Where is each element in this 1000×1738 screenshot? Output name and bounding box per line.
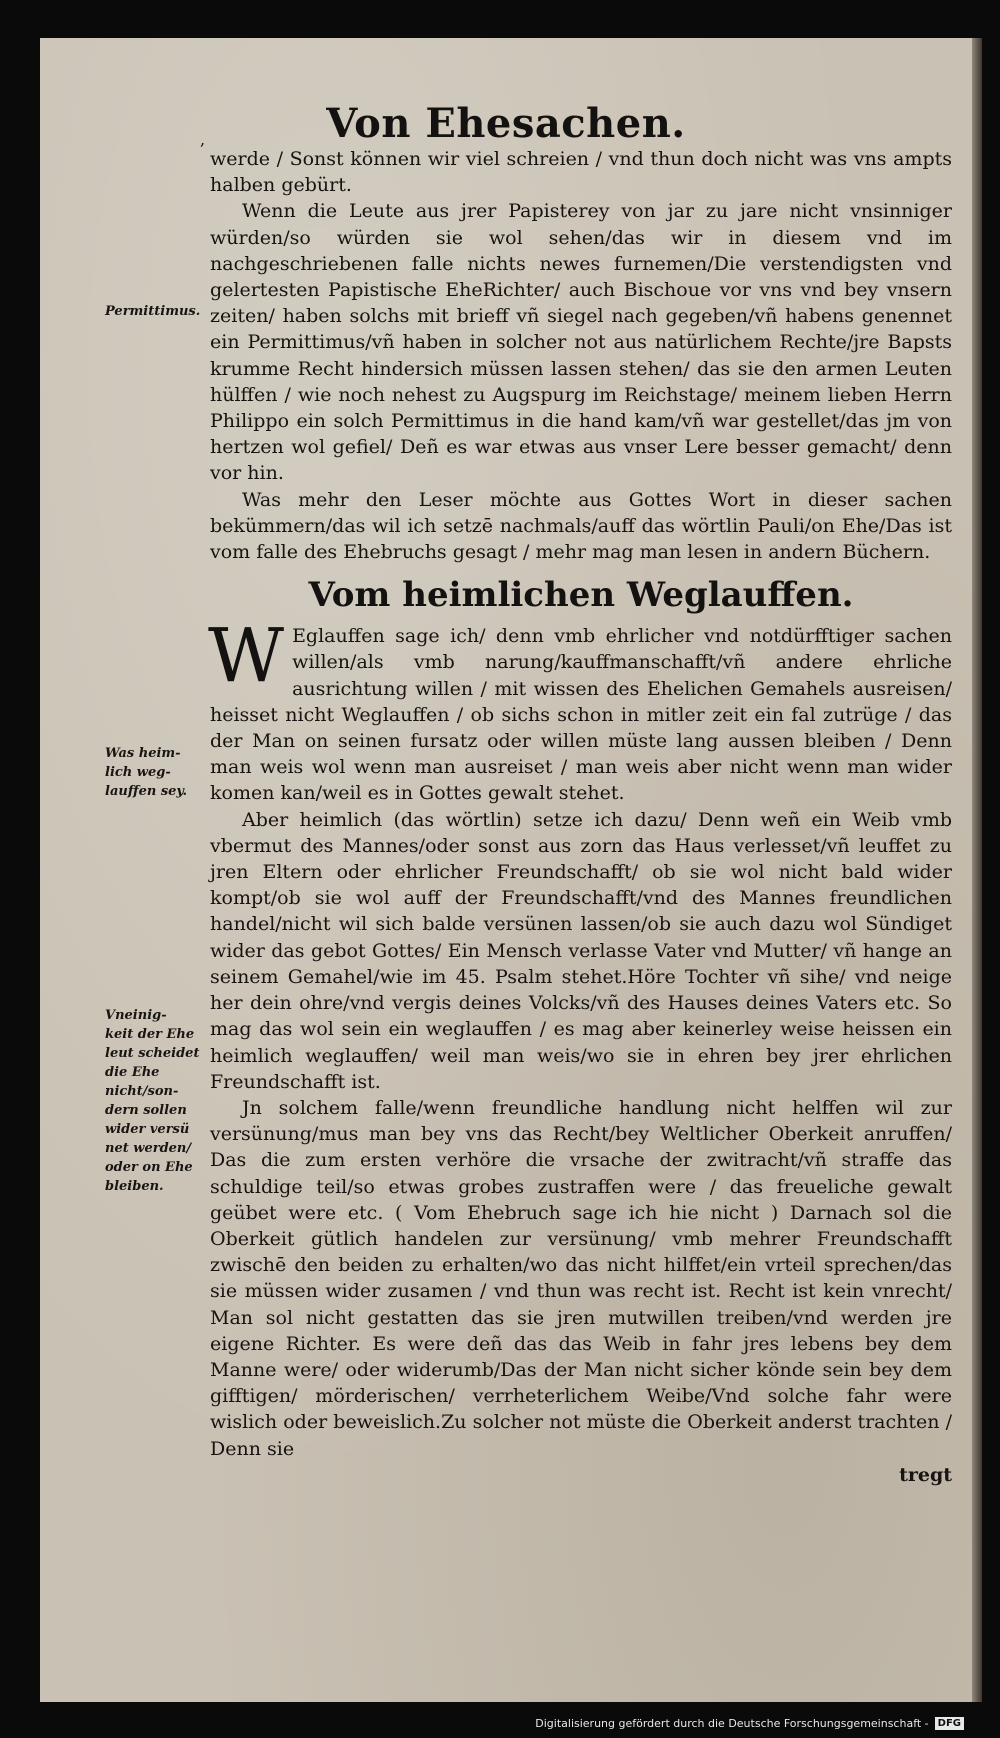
margin-note-line: nicht/son- (105, 1084, 179, 1099)
margin-note-line: oder on Ehe (105, 1160, 193, 1175)
margin-note-line: dern sollen (105, 1103, 187, 1118)
margin-note-line: keit der Ehe (105, 1027, 195, 1042)
margin-note-line: Permittimus. (105, 304, 201, 319)
paragraph-heimlich: Aber heimlich (das wörtlin) setze ich dazu/ Denn weñ ein Weib vmb vbermut des Mannes/oder sonst aus zorn das Haus verlesset/vñ leuffet zu jren Eltern oder ehrlicher Freundschafft/ ob sie wol nicht bald wider kompt/ob sie wol auff der Freundschafft/vnd des Mannes freundlichen handel/nicht wil sich balde versünen lassen/ob sie auch dazu wol Sündiget wider das gebot Gottes/ Ein Mensch verlasse Vater vnd Mutter/ vñ hange an seinem Gemahel/wie im 45. Psalm stehet.Höre Tochter vñ sihe/ vnd neige her dein ohre/vnd vergis deines Volcks/vñ des Hauses deines Vaters etc. So mag das wol sein ein weglauffen / es mag aber keinerley weise heissen ein heimlich weglauffen/ weil man weis/wo sie in ehren bey jrer ehrlichen Freundschafft ist. (210, 808, 952, 1093)
margin-note-line: bleiben. (105, 1179, 164, 1194)
book-page (40, 38, 972, 1702)
body-text (210, 146, 952, 1488)
paragraph-continuation: werde / Sonst können wir viel schreien / vnd thun doch nicht was vns ampts halben gebürt. (210, 148, 952, 197)
margin-note-line: Was heim- (105, 746, 181, 761)
margin-note-line: leut scheidet (105, 1046, 200, 1061)
paragraph-solchem-falle: Jn solchem falle/wenn freundliche handlung nicht helffen wil zur versünung/mus man bey vns das Recht/bey Weltlicher Oberkeit anruffen/ Das die zum ersten verhöre die vrsache der zwitracht/vñ straffe das schuldige teil/so etwas grobes zustraffen were / das freueliche gewalt geübet were etc. ( Vom Ehebruch sage ich hie nicht ) Darnach sol die Oberkeit gütlich handelen zur versünung/ vmb mehrer Freundschafft zwischē den beiden zu erhalten/wo das nicht hilffet/ein vrteil sprechen/das sie müssen wider zusamen / vnd thun was recht ist. Recht ist kein vnrecht/ Man sol nicht gestatten das sie jren mutwillen treiben/vnd werden jre eigene Richter. Es were deñ das das Weib in fahr jres lebens bey dem Manne were/ oder widerumb/Das der Man nicht sicher könde sein bey dem gifftigen/ mörderischen/ verrheterlichem Weibe/Vnd solche fahr were wislich oder beweislich.Zu solcher not müste die Oberkeit anderst trachten / Denn sie (210, 1096, 952, 1460)
catchword: tregt (899, 1463, 952, 1486)
margin-note-line: lauffen sey. (105, 784, 187, 799)
paragraph-weglauffen-text: Eglauffen sage ich/ denn vmb ehrlicher vnd notdürfftiger sachen willen/als vmb narung/kauffmanschafft/vñ andere ehrliche ausrichtung willen / mit wissen des Ehelichen Gemahels ausreisen/ heisset nicht Weglauffen / ob sichs schon in mitler zeit ein fal zutrüge / das der Man on seinen fursatz oder willen müste lang aussen bleiben / Denn man weis wol wenn man ausreiset / man weis aber nicht wenn man wider komen kan/weil es in Gottes gewalt stehet. (210, 625, 952, 805)
section-heading: Vom heimlichen Weglauffen. (308, 575, 854, 616)
margin-note-line: net werden/ (105, 1141, 192, 1156)
page-edge-shadow (972, 38, 982, 1702)
running-head: Von Ehesachen. (326, 100, 686, 147)
decorated-initial: W (208, 613, 285, 700)
paragraph-weglauffen (208, 613, 952, 806)
paragraph-papisterey: Wenn die Leute aus jrer Papisterey von jar zu jare nicht vnsinniger würden/so würden sie wol sehen/das wir in diesem vnd im nachgeschriebenen falle nichts newes furnemen/Die verstendigsten vnd gelertesten Papistische EheRichter/ auch Bischoue vor vns vnd bey vnsern zeiten/ haben solchs mit brieff vñ siegel nach gegeben/vñ habens genennet ein Permittimus/vñ haben in solcher not aus natürlichem Rechte/jre Bapsts krumme Recht hindersich müssen lassen stehen/ das sie den armen Leuten hülffen / wie noch nehest zu Augspurg im Reichstage/ meinem lieben Herrn Philippo ein solch Permittimus in die hand kam/vñ war gestellet/das jm von hertzen wol gefiel/ Deñ es war etwas aus vnser Lere besser gemacht/ denn vor hin. (210, 200, 952, 485)
digitization-credit (535, 1717, 964, 1731)
credit-text: Digitalisierung gefördert durch die Deutsche Forschungsgemeinschaft - (535, 1716, 929, 1730)
dfg-logo: DFG (935, 1717, 964, 1730)
margin-note-line: Vneinig- (105, 1008, 167, 1023)
margin-note-line: lich weg- (105, 765, 171, 780)
margin-note-line: wider versü (105, 1122, 190, 1137)
margin-note-line: die Ehe (105, 1065, 160, 1080)
head-mark: , (200, 130, 206, 149)
paragraph-leser: Was mehr den Leser möchte aus Gottes Wort in dieser sachen bekümmern/das wil ich setzē nachmals/auff das wörtlin Pauli/on Ehe/Das ist vom falle des Ehebruchs gesagt / mehr mag man lesen in andern Büchern. (210, 488, 952, 564)
